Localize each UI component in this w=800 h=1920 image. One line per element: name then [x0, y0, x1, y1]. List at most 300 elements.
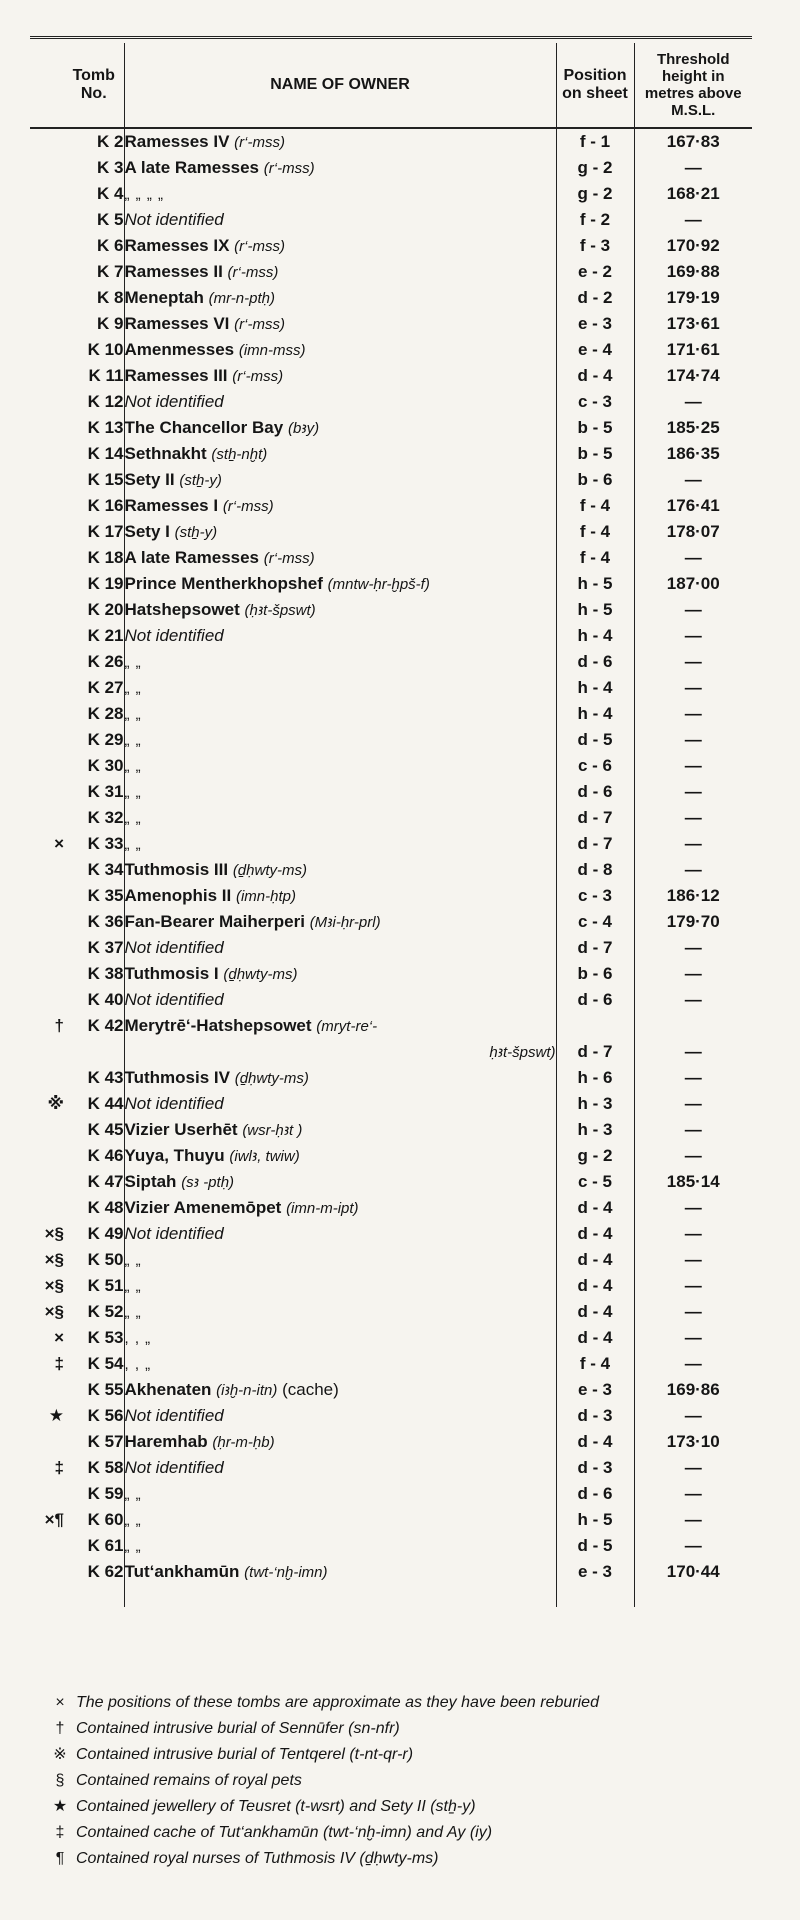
transliteration: (r‘-mss): [263, 160, 315, 177]
row-symbol: [30, 415, 64, 441]
owner-name: [124, 1117, 556, 1143]
threshold-height: —: [684, 1094, 702, 1113]
position-on-sheet: d - 7: [556, 805, 634, 831]
owner-name: [124, 571, 556, 597]
table-row: [30, 831, 752, 857]
owner-name: [124, 675, 556, 701]
row-symbol: [30, 623, 64, 649]
position-on-sheet: d - 4: [556, 1273, 634, 1299]
threshold-height: —: [684, 808, 702, 827]
legend-item: [44, 1794, 764, 1820]
owner-name-text: Prince Mentherkhopshef: [124, 574, 323, 593]
transliteration: (stẖ-nḫt): [211, 446, 268, 463]
threshold-height-header: Threshold height in metres above M.S.L.: [634, 43, 752, 128]
owner-name: [124, 1013, 556, 1039]
position-on-sheet: e - 3: [556, 1377, 634, 1403]
owner-name: [124, 727, 556, 753]
position-on-sheet: f - 4: [556, 1351, 634, 1377]
table-row: [30, 727, 752, 753]
owner-name: [124, 337, 556, 363]
owner-name-text: Not identified: [124, 392, 224, 411]
symbol-column-header: [30, 43, 64, 128]
table-row: [30, 1221, 752, 1247]
owner-name-text: „ „: [124, 654, 142, 671]
row-symbol: [30, 128, 64, 155]
position-on-sheet: d - 6: [556, 1481, 634, 1507]
position-on-sheet: c - 5: [556, 1169, 634, 1195]
position-on-sheet: e - 4: [556, 337, 634, 363]
owner-name-text: Not identified: [124, 210, 224, 229]
position-on-sheet: f - 4: [556, 493, 634, 519]
threshold-height: 167·83: [666, 132, 720, 151]
owner-name-text: Ramesses III: [124, 366, 228, 385]
owner-name: [124, 545, 556, 571]
position-on-sheet: d - 3: [556, 1403, 634, 1429]
transliteration: (bꜣy): [287, 420, 320, 437]
threshold-height: —: [684, 964, 702, 983]
position-on-sheet: h - 3: [556, 1117, 634, 1143]
table-row: [30, 857, 752, 883]
threshold-height: 187·00: [666, 574, 720, 593]
table-row: [30, 128, 752, 155]
owner-name-text: Sety I: [124, 522, 170, 541]
position-on-sheet: d - 3: [556, 1455, 634, 1481]
tomb-number: K 40: [64, 987, 124, 1013]
threshold-height: —: [684, 1536, 702, 1555]
position-on-sheet: d - 4: [556, 1247, 634, 1273]
tomb-table-body: [30, 128, 752, 1607]
owner-name: [124, 883, 556, 909]
row-symbol: [30, 701, 64, 727]
table-row: [30, 233, 752, 259]
table-row: [30, 1533, 752, 1559]
owner-name-text: „ „ „ „: [124, 186, 164, 203]
owner-name: [124, 1273, 556, 1299]
table-row: [30, 1351, 752, 1377]
threshold-height: —: [684, 1198, 702, 1217]
owner-name-text: Ramesses IV: [124, 132, 230, 151]
owner-name: [124, 1533, 556, 1559]
threshold-height: —: [684, 1276, 702, 1295]
threshold-height: —: [684, 782, 702, 801]
row-symbol: [30, 207, 64, 233]
row-symbol: [30, 493, 64, 519]
owner-name-text: „ „: [124, 1486, 142, 1503]
position-on-sheet: b - 6: [556, 961, 634, 987]
owner-name: [124, 259, 556, 285]
owner-name-text: The Chancellor Bay: [124, 418, 284, 437]
tomb-number: [64, 1039, 124, 1065]
threshold-height: 170·92: [666, 236, 720, 255]
owner-name: [124, 1299, 556, 1325]
row-symbol: [30, 753, 64, 779]
threshold-height: 186·12: [666, 886, 720, 905]
threshold-height: —: [684, 1120, 702, 1139]
row-symbol: [30, 909, 64, 935]
table-row: [30, 1325, 752, 1351]
owner-name-text: Sety II: [124, 470, 175, 489]
table-row: [30, 1429, 752, 1455]
tomb-number: K 53: [64, 1325, 124, 1351]
row-symbol: [30, 883, 64, 909]
position-on-sheet: f - 1: [556, 128, 634, 155]
transliteration: (ḥr-m-ḥb): [212, 1434, 275, 1451]
owner-name: [124, 415, 556, 441]
owner-name-text: Tuthmosis IV: [124, 1068, 230, 1087]
row-symbol: ×: [54, 1328, 64, 1347]
threshold-height: —: [684, 1042, 702, 1061]
threshold-height: —: [684, 1224, 702, 1243]
position-on-sheet: f - 2: [556, 207, 634, 233]
owner-name: [124, 753, 556, 779]
row-symbol: [30, 1195, 64, 1221]
tomb-number: K 38: [64, 961, 124, 987]
legend-item: [44, 1716, 764, 1742]
position-on-sheet: f - 3: [556, 233, 634, 259]
position-on-sheet: d - 7: [556, 831, 634, 857]
threshold-height: —: [684, 678, 702, 697]
table-row: [30, 1377, 752, 1403]
threshold-height: [634, 1013, 752, 1039]
tomb-number: K 32: [64, 805, 124, 831]
table-row: [30, 1117, 752, 1143]
table-row: [30, 1247, 752, 1273]
spacer-cell: [556, 1585, 634, 1607]
position-on-sheet: h - 6: [556, 1065, 634, 1091]
tomb-number: K 27: [64, 675, 124, 701]
table-row: [30, 675, 752, 701]
transliteration: (stẖ-y): [174, 524, 218, 541]
tomb-number: K 28: [64, 701, 124, 727]
tomb-number: K 37: [64, 935, 124, 961]
owner-name: [124, 1429, 556, 1455]
transliteration: (r‘-mss): [222, 498, 274, 515]
owner-name-text: Siptah: [124, 1172, 177, 1191]
legend-text: Contained royal nurses of Tuthmosis IV (ḏḥwty-ms): [76, 1850, 439, 1867]
owner-name-text: Tuthmosis III: [124, 860, 229, 879]
position-on-sheet: b - 5: [556, 441, 634, 467]
transliteration: (mntw-ḥr-ḫpš-f): [327, 576, 430, 593]
legend-text: Contained remains of royal pets: [76, 1772, 302, 1789]
threshold-height: —: [684, 600, 702, 619]
transliteration: (imn-mss): [238, 342, 306, 359]
owner-name-text: A late Ramesses: [124, 158, 260, 177]
row-symbol: [30, 233, 64, 259]
table-row: [30, 753, 752, 779]
owner-note: (cache): [282, 1380, 339, 1399]
owner-name: [124, 207, 556, 233]
legend-item: [44, 1820, 764, 1846]
tomb-number: K 50: [64, 1247, 124, 1273]
owner-name-text: Ramesses VI: [124, 314, 230, 333]
tomb-number: K 21: [64, 623, 124, 649]
row-symbol: [30, 1429, 64, 1455]
spacer-cell: [124, 1585, 556, 1607]
table-row: [30, 1559, 752, 1585]
tomb-number: K 17: [64, 519, 124, 545]
position-on-sheet: c - 3: [556, 389, 634, 415]
owner-name: [124, 1455, 556, 1481]
owner-name-text: Not identified: [124, 626, 224, 645]
owner-name-text: Tut‘ankhamūn: [124, 1562, 240, 1581]
position-on-sheet: e - 2: [556, 259, 634, 285]
position-on-sheet: d - 7: [556, 935, 634, 961]
row-symbol: [30, 779, 64, 805]
owner-name: [124, 441, 556, 467]
row-symbol: [30, 649, 64, 675]
transliteration: ḥꜣt-špswt): [489, 1044, 556, 1061]
tomb-number: K 9: [64, 311, 124, 337]
legend-symbol: ×: [55, 1694, 65, 1711]
table-row: [30, 1091, 752, 1117]
tomb-table: [30, 43, 752, 1607]
position-on-sheet: d - 4: [556, 363, 634, 389]
table-header-row: [30, 43, 752, 128]
owner-name: [124, 857, 556, 883]
owner-name: [124, 1481, 556, 1507]
transliteration: (r‘-mss): [263, 550, 315, 567]
row-symbol: [30, 545, 64, 571]
transliteration: (r‘-mss): [232, 368, 284, 385]
table-row: [30, 1507, 752, 1533]
position-on-sheet: d - 7: [556, 1039, 634, 1065]
owner-name: [124, 1039, 556, 1065]
owner-name: [124, 519, 556, 545]
threshold-height: 168·21: [666, 184, 720, 203]
tomb-number: K 58: [64, 1455, 124, 1481]
table-row: [30, 649, 752, 675]
position-on-sheet: d - 2: [556, 285, 634, 311]
table-row: [30, 935, 752, 961]
owner-name: [124, 779, 556, 805]
row-symbol: [30, 805, 64, 831]
transliteration: (mr-n-ptḥ): [208, 290, 275, 307]
position-on-sheet: d - 4: [556, 1429, 634, 1455]
table-row: [30, 1169, 752, 1195]
owner-name: [124, 1195, 556, 1221]
owner-name-text: Not identified: [124, 1094, 224, 1113]
threshold-height: 186·35: [666, 444, 720, 463]
tomb-number: K 3: [64, 155, 124, 181]
position-on-sheet: d - 8: [556, 857, 634, 883]
owner-name: [124, 467, 556, 493]
owner-name-text: Ramesses IX: [124, 236, 230, 255]
tomb-number: K 45: [64, 1117, 124, 1143]
threshold-height: —: [684, 1250, 702, 1269]
footnote-legend: [44, 1690, 764, 1872]
transliteration: (ḏḥwty-ms): [223, 966, 298, 983]
transliteration: (Mꜣi-ḥr-prl): [309, 914, 381, 931]
table-row: [30, 285, 752, 311]
threshold-height: 179·19: [666, 288, 720, 307]
row-symbol: [30, 259, 64, 285]
position-on-sheet: d - 4: [556, 1325, 634, 1351]
row-symbol: [30, 181, 64, 207]
tomb-number: K 15: [64, 467, 124, 493]
threshold-height: —: [684, 730, 702, 749]
legend-item: [44, 1768, 764, 1794]
tomb-number: K 26: [64, 649, 124, 675]
owner-name-text: Haremhab: [124, 1432, 208, 1451]
owner-name-text: „ „: [124, 1278, 142, 1295]
owner-name-text: Amenophis II: [124, 886, 232, 905]
row-symbol: ×§: [44, 1276, 64, 1295]
row-symbol: [30, 389, 64, 415]
position-on-sheet: h - 3: [556, 1091, 634, 1117]
threshold-height: —: [684, 1146, 702, 1165]
table-row: [30, 545, 752, 571]
row-symbol: [30, 675, 64, 701]
row-symbol: [30, 1117, 64, 1143]
table-row: [30, 467, 752, 493]
tomb-number: K 48: [64, 1195, 124, 1221]
table-row: [30, 597, 752, 623]
threshold-height: —: [684, 158, 702, 177]
threshold-height: 169·88: [666, 262, 720, 281]
owner-name-text: „ „: [124, 1252, 142, 1269]
position-on-sheet: h - 4: [556, 623, 634, 649]
threshold-height: —: [684, 548, 702, 567]
owner-name-text: „ „: [124, 1538, 142, 1555]
tomb-number: K 60: [64, 1507, 124, 1533]
tomb-number: K 11: [64, 363, 124, 389]
legend-symbol: ※: [53, 1746, 67, 1763]
transliteration: (imn-ḥtp): [235, 888, 296, 905]
owner-name-text: „ „: [124, 758, 142, 775]
table-row: [30, 883, 752, 909]
row-symbol: [30, 1169, 64, 1195]
position-on-sheet: d - 4: [556, 1299, 634, 1325]
table-row: [30, 805, 752, 831]
threshold-height: 176·41: [666, 496, 720, 515]
tomb-number: K 46: [64, 1143, 124, 1169]
position-on-sheet: d - 6: [556, 649, 634, 675]
row-symbol: ‡: [54, 1354, 64, 1373]
name-of-owner-header: NAME OF OWNER: [124, 43, 556, 128]
threshold-height: —: [684, 938, 702, 957]
owner-name-text: Not identified: [124, 990, 224, 1009]
spacer-cell: [64, 1585, 124, 1607]
threshold-height: —: [684, 652, 702, 671]
owner-name: [124, 493, 556, 519]
owner-name: [124, 155, 556, 181]
tomb-number: K 7: [64, 259, 124, 285]
threshold-height: 185·14: [666, 1172, 720, 1191]
threshold-height: —: [684, 626, 702, 645]
row-symbol: [30, 441, 64, 467]
owner-name-text: Not identified: [124, 1224, 224, 1243]
tomb-number: K 30: [64, 753, 124, 779]
table-row: [30, 1299, 752, 1325]
tomb-number: K 19: [64, 571, 124, 597]
table-row: [30, 1403, 752, 1429]
table-row: [30, 701, 752, 727]
row-symbol: [30, 961, 64, 987]
owner-name-text: „ „: [124, 732, 142, 749]
owner-name: [124, 1403, 556, 1429]
threshold-height: —: [684, 1484, 702, 1503]
top-double-rule: [30, 36, 752, 43]
table-row: [30, 259, 752, 285]
owner-name: [124, 1143, 556, 1169]
row-symbol: [30, 467, 64, 493]
legend-symbol: §: [55, 1772, 65, 1789]
owner-name-text: Ramesses II: [124, 262, 223, 281]
legend-text: Contained intrusive burial of Tentqerel (t-nt-qr-r): [76, 1746, 414, 1763]
row-symbol: [30, 363, 64, 389]
transliteration: (mryt-re‘-: [316, 1018, 378, 1035]
position-on-sheet-header: Position on sheet: [556, 43, 634, 128]
owner-name: [124, 1065, 556, 1091]
owner-name: [124, 805, 556, 831]
owner-name: [124, 389, 556, 415]
tomb-number: K 13: [64, 415, 124, 441]
tomb-number: K 12: [64, 389, 124, 415]
owner-name-text: Vizier Userhēt: [124, 1120, 238, 1139]
row-symbol: [30, 519, 64, 545]
table-row: [30, 311, 752, 337]
tomb-number: K 18: [64, 545, 124, 571]
threshold-height: —: [684, 834, 702, 853]
position-on-sheet: b - 6: [556, 467, 634, 493]
owner-name-text: Not identified: [124, 938, 224, 957]
row-symbol: [30, 285, 64, 311]
owner-name-text: Fan-Bearer Maiherperi: [124, 912, 305, 931]
transliteration: (r‘-mss): [234, 134, 285, 151]
threshold-height: —: [684, 704, 702, 723]
table-row: [30, 1195, 752, 1221]
transliteration: (ḥꜣt-špswt): [244, 602, 316, 619]
legend-symbol: ‡: [55, 1824, 65, 1841]
table-row: [30, 1481, 752, 1507]
owner-name: [124, 363, 556, 389]
row-symbol: ×§: [44, 1302, 64, 1321]
table-row: [30, 1039, 752, 1065]
owner-name-text: Hatshepsowet: [124, 600, 240, 619]
owner-name-text: „ „: [124, 810, 142, 827]
position-on-sheet: g - 2: [556, 155, 634, 181]
row-symbol: ×: [54, 834, 64, 853]
position-on-sheet: d - 4: [556, 1195, 634, 1221]
spacer-cell: [30, 1585, 64, 1607]
row-symbol: ×§: [44, 1250, 64, 1269]
owner-name-text: A late Ramesses: [124, 548, 260, 567]
row-symbol: [30, 1533, 64, 1559]
owner-name-text: „ „: [124, 706, 142, 723]
transliteration: (r‘-mss): [234, 238, 285, 255]
table-row: [30, 389, 752, 415]
position-on-sheet: f - 4: [556, 519, 634, 545]
table-row: [30, 571, 752, 597]
position-on-sheet: g - 2: [556, 181, 634, 207]
owner-name-text: „ „: [124, 680, 142, 697]
tomb-number: K 10: [64, 337, 124, 363]
threshold-height: —: [684, 1302, 702, 1321]
row-symbol: ‡: [54, 1458, 64, 1477]
tomb-number: K 4: [64, 181, 124, 207]
tomb-number: K 6: [64, 233, 124, 259]
tomb-number: K 5: [64, 207, 124, 233]
owner-name: [124, 1377, 556, 1403]
owner-name: [124, 935, 556, 961]
position-on-sheet: h - 4: [556, 701, 634, 727]
transliteration: (wsr-ḥꜣt ): [242, 1122, 303, 1139]
tomb-number: K 20: [64, 597, 124, 623]
owner-name: [124, 987, 556, 1013]
table-row: [30, 1143, 752, 1169]
owner-name: [124, 1559, 556, 1585]
row-symbol: [30, 1039, 64, 1065]
